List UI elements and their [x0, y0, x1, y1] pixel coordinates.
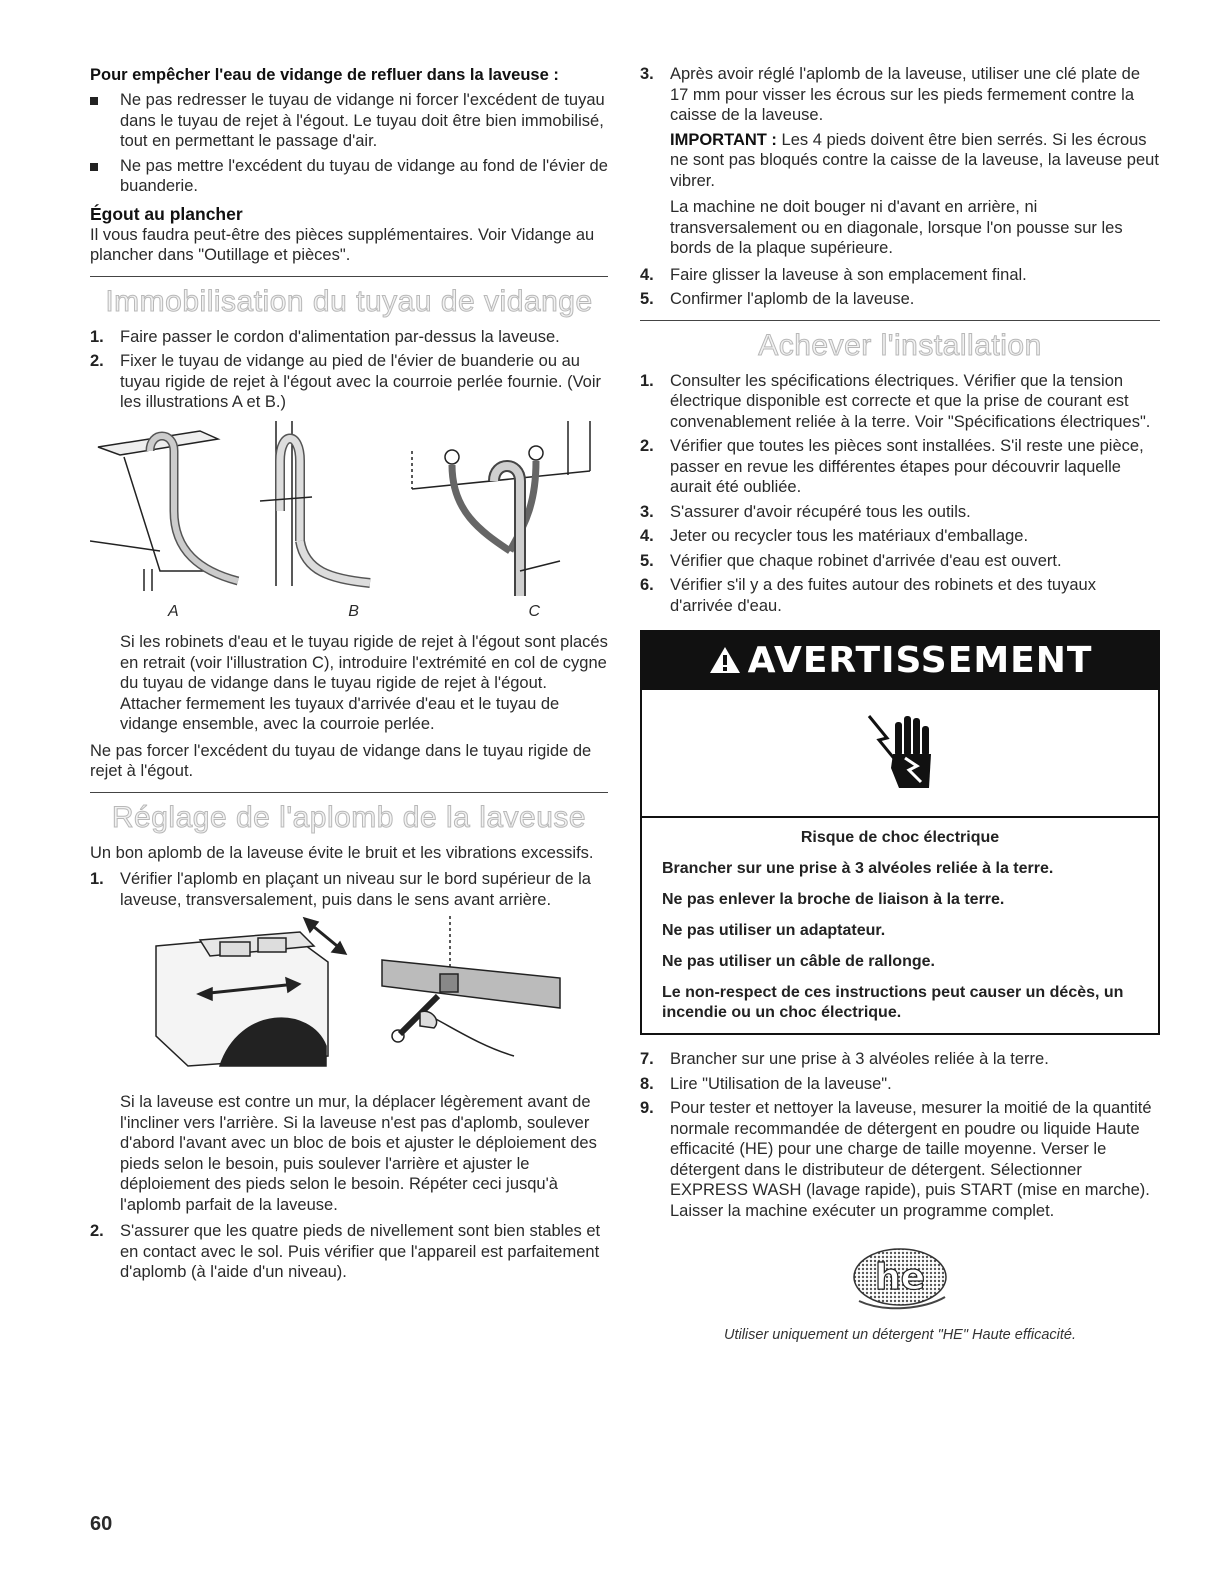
warning-risk: Risque de choc électrique: [800, 829, 1000, 846]
drain-heading: Pour empêcher l'eau de vidange de refluer dans la laveuse :: [90, 66, 559, 84]
electric-shock-icon-box: [642, 690, 1158, 818]
list-item: Ne pas redresser le tuyau de vidange ni forcer l'excédent de tuyau dans le tuyau de rejet à l'égout. Le tuyau doit être bien immobilisé, tout en permettant le passage d'air.: [90, 90, 608, 152]
illustration-b: [260, 421, 370, 586]
warning-consequence: Le non-respect de ces instructions peut causer un décès, un incendie ou un choc électrique.: [662, 984, 1124, 1021]
warning-header: [642, 632, 1158, 690]
wrench-foot-illustration: [382, 916, 560, 1056]
bullet-square-icon: [90, 97, 98, 105]
caption-a: A: [168, 602, 179, 620]
section-title-drain-hose: Immobilisation du tuyau de vidange: [105, 284, 593, 318]
warning-line: Ne pas utiliser un adaptateur.: [662, 922, 886, 939]
list-item: 1. Vérifier l'aplomb en plaçant un niveau sur le bord supérieur de la laveuse, transversalement, puis dans le sens avant arrière.: [90, 870, 591, 909]
drain-hose-illustrations: [90, 421, 608, 596]
section-title-leveling: Réglage de l'aplomb de la laveuse: [111, 800, 587, 834]
caption-c: C: [528, 602, 540, 620]
leveling-step-1: [90, 869, 608, 910]
list-item: 4. Faire glisser la laveuse à son emplacement final.: [640, 265, 1027, 284]
complete-install-steps: [640, 371, 1160, 617]
do-not-force-text: Ne pas forcer l'excédent du tuyau de vidange dans le tuyau rigide de rejet à l'égout.: [90, 741, 592, 780]
list-item: 8. Lire "Utilisation de la laveuse".: [640, 1074, 892, 1093]
important-label: IMPORTANT :: [670, 130, 777, 149]
list-item: 9. Pour tester et nettoyer la laveuse, mesurer la moitié de la quantité normale recommandée de détergent en poudre ou liquide Haute efficacité (HE) pour une charge de taille moyenne. Verser le détergent dans le distributeur de détergent. Sélectionner EXPRESS WASH (lavage rapide), puis START (mise en marche). Laisser la machine exécuter un programme complet.: [640, 1099, 1152, 1220]
list-item: Ne pas mettre l'excédent du tuyau de vidange au fond de l'évier de buanderie.: [90, 156, 608, 197]
list-item: 4. Jeter ou recycler tous les matériaux d'emballage.: [640, 527, 1029, 545]
bullet-square-icon: [90, 163, 98, 171]
leveling-illustrations: [90, 916, 608, 1086]
machine-stability-note: La machine ne doit bouger ni d'avant en arrière, ni transversalement ou en diagonale, lorsque l'on pousse sur les bords de la plaque supérieure.: [670, 198, 1123, 257]
illustration-a: [90, 431, 238, 591]
list-item: 2. S'assurer que les quatre pieds de nivellement sont bien stables et en contact avec le sol. Puis vérifier que l'appareil est parfaitement d'aplomb (à l'aide d'un niveau).: [90, 1222, 601, 1281]
illustration-captions: [90, 602, 608, 623]
list-item: 5. Vérifier que chaque robinet d'arrivée d'eau est ouvert.: [640, 551, 1062, 570]
right-column: [640, 64, 1160, 1351]
page-number: 60: [90, 1513, 113, 1535]
list-item: 6. Vérifier s'il y a des fuites autour des robinets et des tuyaux d'arrivée d'eau.: [640, 576, 1096, 615]
warning-title: AVERTISSEMENT: [747, 640, 1093, 681]
leveling-steps-4-5: [640, 265, 1160, 310]
he-logo: [640, 1243, 1160, 1319]
section-divider: [90, 276, 608, 277]
list-item: 2. Fixer le tuyau de vidange au pied de l'évier de buanderie ou au tuyau rigide de rejet à l'égout avec la courroie perlée fournie. (Voir les illustrations A et B.): [90, 352, 602, 411]
caption-b: B: [348, 602, 359, 620]
floor-drain-heading: Égout au plancher: [90, 203, 243, 224]
warning-line: Brancher sur une prise à 3 alvéoles reliée à la terre.: [662, 860, 1054, 877]
warning-body: [642, 818, 1158, 1033]
leveling-intro: Un bon aplomb de la laveuse évite le bruit et les vibrations excessifs.: [90, 843, 594, 862]
important-note: IMPORTANT : Les 4 pieds doivent être bien serrés. Si les écrous ne sont pas bloqués contre la caisse de la laveuse, la laveuse peut vibrer.: [670, 130, 1159, 190]
final-steps: [640, 1049, 1160, 1221]
list-item: 1. Consulter les spécifications électriques. Vérifier que la tension électrique disponible est correcte et que la prise de courant est convenablement reliée à la terre. Voir "Spécifications électriques".: [640, 371, 1151, 431]
leveling-step-2: [90, 1221, 608, 1283]
electric-shock-hand-icon: [865, 708, 935, 798]
list-item: 3. S'assurer d'avoir récupéré tous les outils.: [640, 502, 971, 521]
list-item: 2. Vérifier que toutes les pièces sont installées. S'il reste une pièce, passer en revue les différentes étapes pour découvrir laquelle aurait été oubliée.: [640, 437, 1144, 496]
list-item: 3. Après avoir réglé l'aplomb de la laveuse, utiliser une clé plate de 17 mm pour visser les écrous sur les pieds fermement contre la caisse de la laveuse.: [640, 65, 1141, 124]
section-title-complete-install: Achever l'installation: [758, 328, 1042, 362]
drain-bullet-list: [90, 90, 608, 197]
illustration-c: [412, 421, 590, 596]
svg-text:he: he: [874, 1257, 926, 1298]
washer-top-illustration: [156, 918, 346, 1066]
warning-line: Ne pas enlever la broche de liaison à la terre.: [662, 891, 1005, 908]
he-caption: Utiliser uniquement un détergent "HE" Haute efficacité.: [723, 1326, 1077, 1343]
section-divider: [90, 792, 608, 793]
warning-box: [640, 630, 1160, 1035]
left-column: [90, 64, 608, 1287]
section-divider: [640, 320, 1160, 321]
warning-line: Ne pas utiliser un câble de rallonge.: [662, 953, 935, 970]
leveling-step-3: [640, 64, 1160, 126]
drain-hose-steps: [90, 327, 608, 413]
he-logo-icon: [845, 1243, 955, 1313]
list-item: 1. Faire passer le cordon d'alimentation par-dessus la laveuse.: [90, 327, 560, 346]
warning-triangle-icon: [708, 645, 742, 675]
recessed-faucet-text: Si les robinets d'eau et le tuyau rigide de rejet à l'égout sont placés en retrait (voir l'illustration C), introduire l'extrémité en col de cygne du tuyau de vidange dans le tuyau rigide de rejet à l'égout. Attacher fermement les tuyaux d'arrivée d'eau et le tuyau de vidange ensemble, avec la courroie perlée.: [120, 633, 608, 733]
list-item: 7. Brancher sur une prise à 3 alvéoles reliée à la terre.: [640, 1050, 1049, 1068]
floor-drain-text: Il vous faudra peut-être des pièces supplémentaires. Voir Vidange au plancher dans "Outillage et pièces".: [90, 225, 595, 264]
list-item: 5. Confirmer l'aplomb de la laveuse.: [640, 290, 915, 308]
leveling-instructions: Si la laveuse est contre un mur, la déplacer légèrement avant de l'incliner vers l'arrière. Si la laveuse n'est pas d'aplomb, soulever d'abord l'avant avec un bloc de bois et ajuster le déploiement des pieds selon le besoin, puis soulever l'arrière et ajuster le déploiement des pieds selon le besoin. Répéter ceci jusqu'à l'aplomb parfait de la laveuse.: [120, 1093, 597, 1214]
